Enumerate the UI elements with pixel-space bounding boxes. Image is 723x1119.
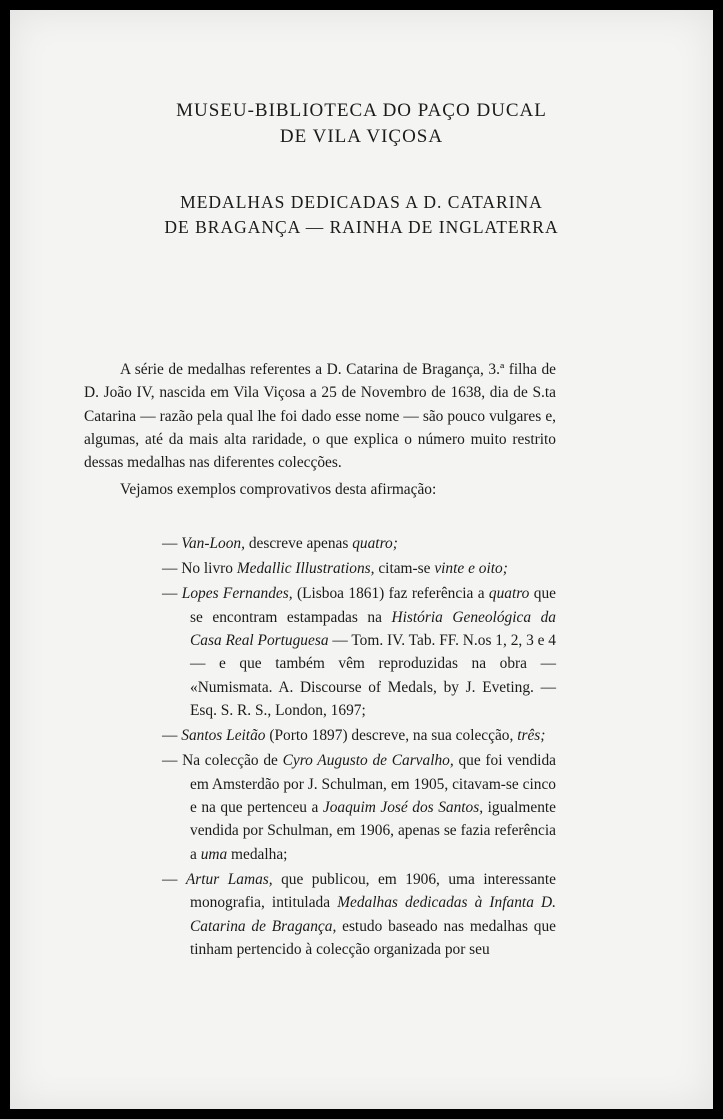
list-item: — Na colecção de Cyro Augusto de Carvalho, que foi vendida em Amsterdão por J. Schulman, em 1905, citavam-se cinco e na que pertenceu a Joaquim José dos Santos, igualmente vendida por Schulman, em 1906, apenas se fazia referência a uma medalha; (162, 752, 557, 863)
list-item: — Santos Leitão (Porto 1897) descreve, na sua colecção, três; (162, 727, 546, 745)
header-line-1: MUSEU-BIBLIOTECA DO PAÇO DUCAL (176, 100, 547, 121)
examples-list (84, 532, 556, 961)
body-text (84, 358, 556, 961)
intro-paragraph: A série de medalhas referentes a D. Catarina de Bragança, 3.ª filha de D. João IV, nascida em Vila Viçosa a 25 de Novembro de 1638, dia de S.ta Catarina — razão pela qual lhe foi dado esse nome — são pouco vulgares e, algumas, até da mais alta raridade, o que explica o número muito restrito dessas medalhas nas diferentes colecções. (84, 361, 556, 472)
lead-paragraph: Vejamos exemplos comprovativos desta afirmação: (120, 481, 437, 499)
list-item: — Van-Loon, descreve apenas quatro; (162, 534, 398, 552)
title-line-2: DE BRAGANÇA — RAINHA DE INGLATERRA (164, 217, 559, 237)
list-item: — No livro Medallic Illustrations, citam-se vinte e oito; (162, 560, 508, 578)
article-title (10, 190, 713, 240)
title-line-1: MEDALHAS DEDICADAS A D. CATARINA (180, 192, 543, 212)
institution-header (10, 98, 713, 150)
list-item: — Lopes Fernandes, (Lisboa 1861) faz referência a quatro que se encontram estampadas na História Geneológica da Casa Real Portuguesa — Tom. IV. Tab. FF. N.os 1, 2, 3 e 4 — e que também vêm reproduzidas na obra — «Numismata. A. Discourse of Medals, by J. Eveting. — Esq. S. R. S., London, 1697; (162, 585, 557, 719)
header-line-2: DE VILA VIÇOSA (279, 126, 444, 147)
list-item: — Artur Lamas, que publicou, em 1906, uma interessante monografia, intitulada Medalhas dedicadas à Infanta D. Catarina de Bragança, estudo baseado nas medalhas que tinham pertencido à colecção organizada por seu (162, 870, 556, 958)
document-page (10, 10, 713, 1109)
